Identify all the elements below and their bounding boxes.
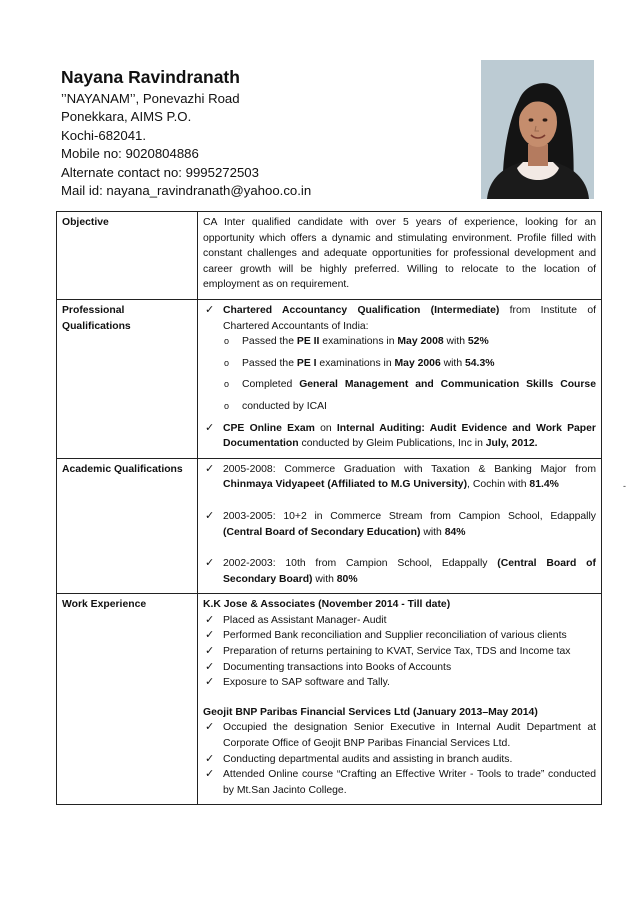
text: (Central Board of Secondary Education)	[223, 526, 421, 538]
address-line-3: Kochi-682041.	[61, 127, 147, 143]
text: Internal Auditing: Audit Evidence and Work Paper Documentation	[223, 422, 596, 450]
list-item	[203, 303, 596, 415]
text: PE I	[296, 357, 317, 369]
address-line-2: Ponekkara, AIMS P.O.	[61, 109, 192, 125]
objective-label: Objective	[57, 212, 198, 300]
text: 2005-2008: Commerce Graduation with Taxation & Banking Major from	[223, 463, 596, 475]
list-item-continuation	[223, 399, 596, 415]
address-line-1: ’’NAYANAM’’, Ponevazhi Road	[61, 91, 240, 106]
list-item: ✓ Exposure to SAP software and Tally.	[203, 675, 596, 691]
margin-mark: -	[623, 481, 626, 491]
list-item: ✓ Attended Online course “Crafting an Effective Writer - Tools to trade” conducted by Mt.San Jacinto College.	[203, 767, 596, 798]
exam-sublist	[223, 334, 596, 414]
academic-label: Academic Qualifications	[57, 458, 198, 594]
text: (Central Board of Secondary Board)	[223, 558, 596, 585]
academic-content	[198, 458, 602, 594]
list-item: ✓ Performed Bank reconciliation and Supplier reconciliation of various clients	[203, 628, 596, 644]
text: examinations in	[319, 336, 398, 348]
list-item	[223, 377, 596, 393]
objective-row	[57, 212, 602, 300]
mobile-number: Mobile no: 9020804886	[61, 146, 199, 162]
text: 54.3%	[465, 357, 495, 369]
job-1-title: K.K Jose & Associates (November 2014 - Till date)	[203, 599, 451, 611]
text: Chinmaya Vidyapeet (Affiliated to M.G University)	[223, 479, 468, 491]
list-item	[203, 556, 596, 587]
text: 52%	[467, 336, 489, 348]
email-address: Mail id: nayana_ravindranath@yahoo.co.in	[61, 183, 312, 199]
professional-label: Professional Qualifications	[57, 299, 198, 458]
text: conducted by Gleim Publications, Inc in	[298, 438, 486, 450]
text: CPE Online Exam	[223, 422, 315, 434]
text: conducted by ICAI	[242, 400, 327, 412]
text: on	[314, 422, 337, 434]
text: 84%	[444, 526, 466, 538]
objective-text: CA Inter qualified candidate with over 5 years of experience, looking for an opportunity which offers a dynamic and stimulating environment. Profile filled with constant challenges and adequate opportunities for professional development and career growth will be highly preferred. Willing to relocate to the location of employment as on requirement.	[198, 212, 602, 300]
text: May 2006	[394, 357, 441, 369]
text: 2002-2003: 10th from Campion School, Edappally	[223, 558, 498, 570]
text: July, 2012.	[485, 438, 538, 450]
text: 81.4%	[529, 479, 559, 491]
text: PE II	[296, 336, 320, 348]
text: Passed the	[242, 336, 297, 348]
list-item: ✓ Conducting departmental audits and assisting in branch audits.	[203, 752, 596, 768]
text: 80%	[336, 573, 358, 585]
portrait-image	[481, 60, 594, 199]
text: General Management and Communication Skills Course	[299, 379, 596, 391]
list-item	[203, 462, 596, 493]
list-item	[223, 334, 596, 350]
academic-list	[203, 462, 596, 588]
contact-header	[61, 66, 461, 200]
text: with	[420, 526, 445, 538]
list-item	[203, 509, 596, 540]
ca-qualification: Chartered Accountancy Qualification (Intermediate)	[223, 304, 500, 316]
ca-institute: from Institute of Chartered Accountants of India:	[223, 304, 596, 332]
list-item	[223, 356, 596, 372]
text: Completed	[242, 379, 300, 391]
job-1-list	[203, 613, 596, 691]
list-item: ✓ Documenting transactions into Books of Accounts	[203, 660, 596, 676]
list-item	[203, 421, 596, 452]
text: 2003-2005: 10+2 in Commerce Stream from Campion School, Edappally	[223, 510, 596, 522]
candidate-name: Nayana Ravindranath	[61, 67, 240, 87]
professional-list	[203, 303, 596, 452]
list-item: ✓ Placed as Assistant Manager- Audit	[203, 613, 596, 629]
text: with	[440, 357, 465, 369]
list-item: ✓ Occupied the designation Senior Executive in Internal Audit Department at Corporate Office of Geojit BNP Paribas Financial Services Ltd.	[203, 720, 596, 751]
text: , Cochin with	[467, 479, 530, 491]
text: May 2008	[397, 336, 444, 348]
job-2-list	[203, 720, 596, 798]
work-row	[57, 594, 602, 805]
work-content	[198, 594, 602, 805]
text: Passed the	[242, 357, 297, 369]
alternate-contact: Alternate contact no: 9995272503	[61, 164, 259, 180]
professional-content	[198, 299, 602, 458]
list-item: ✓ Preparation of returns pertaining to KVAT, Service Tax, TDS and Income tax	[203, 644, 596, 660]
job-2-title: Geojit BNP Paribas Financial Services Ltd (January 2013–May 2014)	[203, 706, 538, 718]
work-label: Work Experience	[57, 594, 198, 805]
profile-photo	[481, 60, 594, 199]
academic-row	[57, 458, 602, 594]
resume-table	[56, 211, 602, 805]
text: examinations in	[316, 357, 395, 369]
text: with	[443, 336, 468, 348]
text: with	[312, 573, 337, 585]
professional-row	[57, 299, 602, 458]
